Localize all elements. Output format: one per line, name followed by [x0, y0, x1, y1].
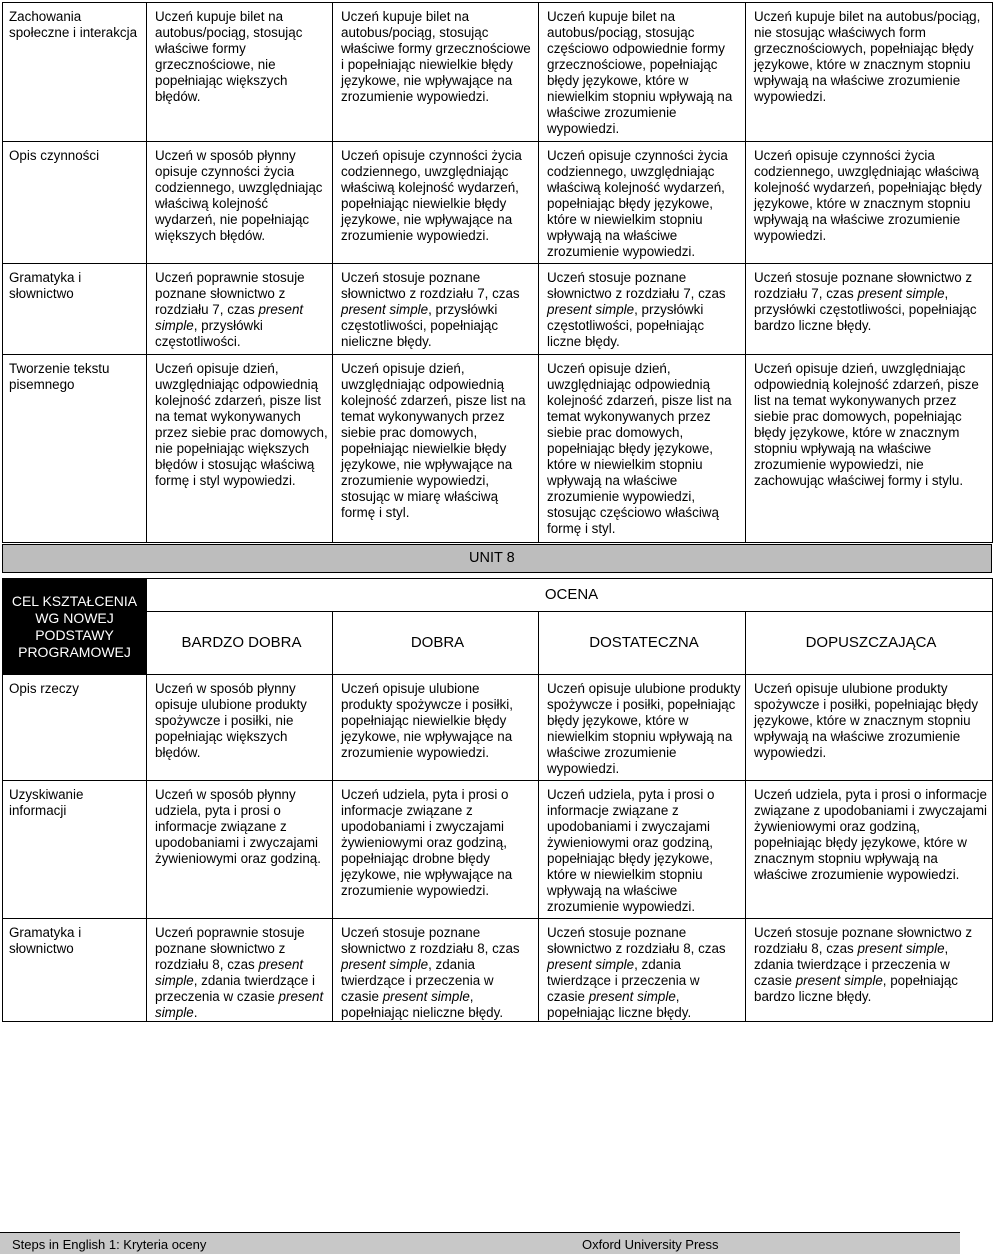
grade-cell-bardzo-dobra: Uczeń poprawnie stosuje poznane słownictwo z rozdziału 8, czas present simple, zdania twierdzące i przeczenia w czasie present simple.	[147, 919, 333, 1022]
grade-cell-dopuszczajaca: Uczeń opisuje czynności życia codziennego, uwzględniając właściwą kolejność wydarzeń, popełniając błędy językowe, które w znacznym stopniu wpływają na właściwe zrozumienie wypowiedzi.	[746, 142, 993, 264]
grade-cell-dostateczna: Uczeń stosuje poznane słownictwo z rozdziału 7, czas present simple, przysłówki częstotliwości, popełniając liczne błędy.	[539, 264, 746, 355]
grade-cell-dostateczna: Uczeń udziela, pyta i prosi o informacje związane z upodobaniami i zwyczajami żywieniowymi oraz godziną, popełniając błędy językowe, które w niewielkim stopniu wpływają na właściwe zrozumienie wypowiedzi.	[539, 781, 746, 919]
grade-cell-dostateczna: Uczeń stosuje poznane słownictwo z rozdziału 8, czas present simple, zdania twierdzące i przeczenia w czasie present simple, popełniając liczne błędy.	[539, 919, 746, 1022]
grade-cell-dopuszczajaca: Uczeń opisuje ulubione produkty spożywcze i posiłki, popełniając błędy językowe, które w znacznym stopniu wpływają na właściwe zrozumienie wypowiedzi.	[746, 675, 993, 781]
criterion-label: Opis czynności	[3, 142, 147, 264]
grade-cell-dopuszczajaca: Uczeń stosuje poznane słownictwo z rozdziału 8, czas present simple, zdania twierdzące i przeczenia w czasie present simple, popełniając bardzo liczne błędy.	[746, 919, 993, 1022]
table-row	[3, 675, 993, 781]
grade-cell-dobra: Uczeń opisuje czynności życia codziennego, uwzględniając właściwą kolejność wydarzeń, popełniając niewielkie błędy językowe, nie wpływające na zrozumienie wypowiedzi.	[333, 142, 539, 264]
grade-cell-dostateczna: Uczeń kupuje bilet na autobus/pociąg, stosując częściowo odpowiednie formy grzecznościowe, popełniając błędy językowe, które w niewielkim stopniu wpływają na właściwe zrozumienie wypowiedzi.	[539, 3, 746, 142]
grade-cell-bardzo-dobra: Uczeń kupuje bilet na autobus/pociąg, stosując właściwe formy grzecznościowe, nie popełniając większych błędów.	[147, 3, 333, 142]
header-dopuszczajaca: DOPUSZCZAJĄCA	[746, 612, 993, 675]
grade-cell-bardzo-dobra: Uczeń poprawnie stosuje poznane słownictwo z rozdziału 7, czas present simple, przysłówki częstotliwości.	[147, 264, 333, 355]
table-row	[3, 3, 993, 142]
footer-publisher: Oxford University Press	[582, 1237, 719, 1252]
table-row	[3, 264, 993, 355]
footer-title: Steps in English 1: Kryteria oceny	[12, 1237, 207, 1252]
grade-cell-dopuszczajaca: Uczeń kupuje bilet na autobus/pociąg, nie stosując właściwych form grzecznościowych, popełniając błędy językowe, które w znacznym stopniu wpływają na właściwe zrozumienie wypowiedzi.	[746, 3, 993, 142]
unit-title-bar	[2, 544, 992, 573]
header-dobra: DOBRA	[333, 612, 539, 675]
grade-cell-bardzo-dobra: Uczeń w sposób płynny udziela, pyta i prosi o informacje związane z upodobaniami i zwyczajami żywieniowymi oraz godziną.	[147, 781, 333, 919]
grade-cell-bardzo-dobra: Uczeń w sposób płynny opisuje ulubione produkty spożywcze i posiłki, nie popełniając większych błędów.	[147, 675, 333, 781]
criterion-label: Gramatyka i słownictwo	[3, 919, 147, 1022]
header-dostateczna: DOSTATECZNA	[539, 612, 746, 675]
grade-cell-dostateczna: Uczeń opisuje dzień, uwzględniając odpowiednią kolejność zdarzeń, pisze list na temat wykonywanych przez siebie prac domowych, popełniając błędy językowe, które w niewielkim stopniu wpływają na właściwe zrozumienie wypowiedzi, stosując częściowo właściwą formę i styl.	[539, 355, 746, 543]
grade-header-row	[3, 612, 993, 675]
header-ocena: OCENA	[147, 579, 993, 612]
header-row	[3, 579, 993, 612]
grade-cell-dobra: Uczeń stosuje poznane słownictwo z rozdziału 7, czas present simple, przysłówki częstotliwości, popełniając nieliczne błędy.	[333, 264, 539, 355]
page-footer	[0, 1232, 960, 1254]
header-cel-ksztalcenia: CEL KSZTAŁCENIA WG NOWEJ PODSTAWY PROGRAMOWEJ	[3, 579, 147, 675]
grade-cell-bardzo-dobra: Uczeń w sposób płynny opisuje czynności życia codziennego, uwzględniając właściwą kolejność wydarzeń, nie popełniając większych błędów.	[147, 142, 333, 264]
table-row	[3, 919, 993, 1022]
criterion-label: Opis rzeczy	[3, 675, 147, 781]
grade-cell-dostateczna: Uczeń opisuje ulubione produkty spożywcze i posiłki, popełniając błędy językowe, które w niewielkim stopniu wpływają na właściwe zrozumienie wypowiedzi.	[539, 675, 746, 781]
header-bardzo-dobra: BARDZO DOBRA	[147, 612, 333, 675]
criterion-label: Tworzenie tekstu pisemnego	[3, 355, 147, 543]
grade-cell-dobra: Uczeń kupuje bilet na autobus/pociąg, stosując właściwe formy grzecznościowe i popełniając niewielkie błędy językowe, nie wpływające na zrozumienie wypowiedzi.	[333, 3, 539, 142]
grade-cell-bardzo-dobra: Uczeń opisuje dzień, uwzględniając odpowiednią kolejność zdarzeń, pisze list na temat wykonywanych przez siebie prac domowych, nie popełniając większych błędów i stosując właściwą formę i styl wypowiedzi.	[147, 355, 333, 543]
table-row	[3, 781, 993, 919]
grade-cell-dostateczna: Uczeń opisuje czynności życia codziennego, uwzględniając właściwą kolejność wydarzeń, popełniając błędy językowe, które w niewielkim stopniu wpływają na właściwe zrozumienie wypowiedzi.	[539, 142, 746, 264]
unit-title: UNIT 8	[469, 550, 515, 566]
grade-cell-dobra: Uczeń opisuje dzień, uwzględniając odpowiednią kolejność zdarzeń, pisze list na temat wykonywanych przez siebie prac domowych, popełniając niewielkie błędy językowe, nie wpływające na zrozumienie wypowiedzi, stosując w miarę właściwą formę i styl.	[333, 355, 539, 543]
grade-cell-dobra: Uczeń udziela, pyta i prosi o informacje związane z upodobaniami i zwyczajami żywieniowymi oraz godziną, popełniając drobne błędy językowe, nie wpływające na zrozumienie wypowiedzi.	[333, 781, 539, 919]
unit8-criteria-table	[2, 578, 993, 1022]
criterion-label: Gramatyka i słownictwo	[3, 264, 147, 355]
grade-cell-dopuszczajaca: Uczeń opisuje dzień, uwzględniając odpowiednią kolejność zdarzeń, pisze list na temat wykonywanych przez siebie prac domowych, popełniając błędy językowe, które w znacznym stopniu wpływają na właściwe zrozumienie wypowiedzi, nie zachowując właściwej formy i stylu.	[746, 355, 993, 543]
criterion-label: Zachowania społeczne i interakcja	[3, 3, 147, 142]
table-row	[3, 355, 993, 543]
table-row	[3, 142, 993, 264]
criterion-label: Uzyskiwanie informacji	[3, 781, 147, 919]
grade-cell-dopuszczajaca: Uczeń udziela, pyta i prosi o informacje związane z upodobaniami i zwyczajami żywieniowymi oraz godziną, popełniając błędy językowe, które w znacznym stopniu wpływają na właściwe zrozumienie wypowiedzi.	[746, 781, 993, 919]
unit7-criteria-table	[2, 2, 993, 543]
grade-cell-dobra: Uczeń stosuje poznane słownictwo z rozdziału 8, czas present simple, zdania twierdzące i przeczenia w czasie present simple, popełniając nieliczne błędy.	[333, 919, 539, 1022]
grade-cell-dobra: Uczeń opisuje ulubione produkty spożywcze i posiłki, popełniając niewielkie błędy językowe, nie wpływające na zrozumienie wypowiedzi.	[333, 675, 539, 781]
grade-cell-dopuszczajaca: Uczeń stosuje poznane słownictwo z rozdziału 7, czas present simple, przysłówki częstotliwości, popełniając bardzo liczne błędy.	[746, 264, 993, 355]
